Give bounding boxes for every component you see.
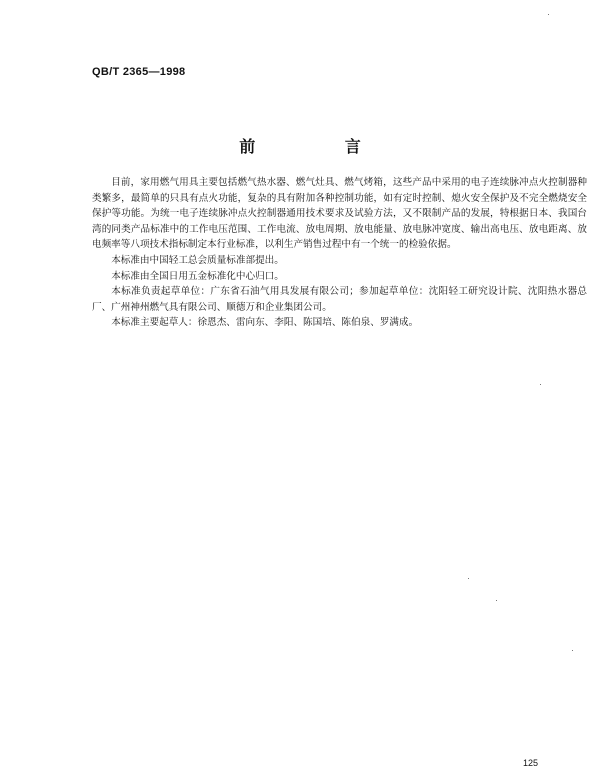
paragraph-drafting-units: 本标准负责起草单位：广东省石油气用具发展有限公司；参加起草单位：沈阳轻工研究设计院、沈阳热水器总厂、广州神州燃气具有限公司、顺德万和企业集团公司。: [92, 286, 587, 313]
paragraph-intro: 目前，家用燃气用具主要包括燃气热水器、燃气灶具、燃气烤箱，这些产品中采用的电子连续脉冲点火控制器种类繁多，最简单的只具有点火功能，复杂的具有附加各种控制功能，如有定时控制、熄火安全保护及不完全燃烧安全保护等功能。为统一电子连续脉冲点火控制器通用技术要求及试验方法，又不限制产品的发展，特根据日本、我国台湾的同类产品标准中的工作电压范围、工作电流、放电周期、放电能量、放电脉冲宽度、输出高电压、放电距离、放电频率等八项技术指标制定本行业标准，以利生产销售过程中有一个统一的检验依据。: [92, 177, 587, 251]
scan-speck: [548, 14, 549, 15]
scan-speck: [496, 600, 497, 601]
paragraph-proposer: 本标准由中国轻工总会质量标准部提出。: [111, 254, 284, 266]
page-title: 前 言: [239, 137, 403, 156]
foreword-body: [92, 175, 587, 331]
scan-speck: [540, 384, 541, 385]
paragraph-centralized: 本标准由全国日用五金标准化中心归口。: [111, 270, 284, 282]
scan-speck: [572, 650, 573, 651]
page-number: 125: [523, 758, 539, 768]
standard-code: QB/T 2365—1998: [92, 66, 186, 78]
scan-speck: [468, 578, 469, 579]
paragraph-drafters: 本标准主要起草人：徐恩杰、雷向东、李阳、陈国培、陈伯泉、罗满成。: [111, 317, 419, 329]
